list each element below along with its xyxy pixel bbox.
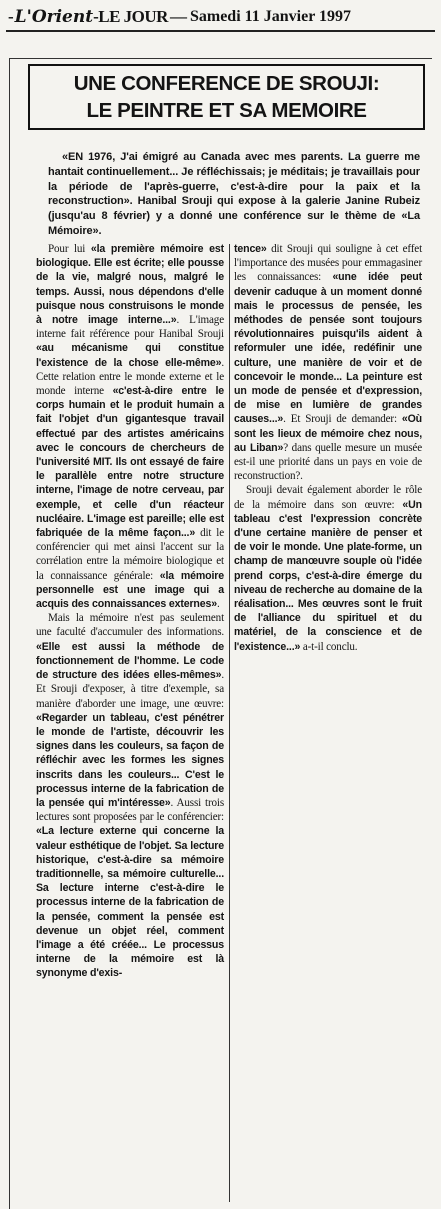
headline-box: [28, 64, 425, 130]
body-paragraph: [234, 483, 422, 653]
publication-date: Samedi 11 Janvier 1997: [189, 8, 352, 25]
newspaper-name: L'Orient: [14, 7, 94, 27]
column-divider: [229, 244, 230, 1202]
body-paragraph: [234, 242, 422, 483]
quote-text: «Elle est aussi la méthode de fonctionnement de l'homme. Le code de structure des idées elles-mêmes»: [36, 640, 224, 682]
body-text: ? dans quelle mesure un musée est-il une priorité dans un pays en voie de reconstruction?.: [234, 441, 422, 483]
article-lead: [48, 150, 420, 239]
newspaper-name-suffix: -LE JOUR: [93, 7, 168, 26]
body-paragraph: [36, 611, 224, 980]
quote-text: «la première mémoire est biologique. Elle est écrite; elle pousse de la vie, malgré nous, malgré le temps. Aussi, nous dépendons d'elle puisque nous construisons le monde à notre image interne...»: [36, 243, 224, 327]
lead-paragraph: «EN 1976, J'ai émigré au Canada avec mes parents. La guerre me hantait continuellement... Je réfléchissais; je méditais; je travaillais pour la période de l'après-guerre, c'est-à-dire pour la paix et la reconstruction». Hanibal Srouji qui expose à la galerie Janine Rubeiz (jusqu'au 8 février) y a donné une conférence sur le thème de «La Mémoire».: [48, 151, 420, 237]
body-text: a-t-il conclu.: [300, 640, 358, 653]
body-text: Pour lui: [48, 243, 91, 255]
headline-line-1: UNE CONFERENCE DE SROUJI:: [73, 72, 380, 95]
body-text: . L'image interne fait référence pour Hanibal Srouji: [36, 314, 224, 341]
body-text: .: [216, 598, 220, 611]
body-text: dit Srouji qui souligne à cet effet l'importance des musées pour emmagasiner les connaissances:: [234, 243, 422, 284]
headline-line-2: LE PEINTRE ET SA MEMOIRE: [86, 99, 367, 122]
article-column-right: [234, 242, 422, 654]
body-text: . Aussi trois lectures sont proposées par le conférencier:: [36, 796, 224, 824]
body-text: . Et Srouji de demander:: [283, 413, 402, 426]
quote-text: «au mécanisme qui constitue l'existence de la chose elle-même»: [36, 342, 224, 369]
body-text: Mais la mémoire n'est pas seulement une faculté d'accumuler des informations.: [36, 612, 224, 639]
quote-text: «la mémoire personnelle est une image qui a acquis des connaissances externes»: [36, 569, 224, 611]
article-column-left: [36, 242, 224, 981]
body-text: dit le conférencier qui met ainsi l'accent sur la corrélation entre la mémoire biologique et la connaissance générale:: [36, 527, 224, 582]
quote-text: tence»: [234, 243, 267, 255]
quote-text: «La lecture externe qui concerne la valeur esthétique de l'objet. Sa lecture historique, c'est-à-dire sa mémoire traditionnelle, sa mémoire culturelle... Sa lecture interne c'est-à-dire le processus interne de la fabrication de la pensée, comment la pensée est devenue un objet réel, comment l'image a été créée... Le processus interne de la mémoire est là synonyme d'exis-: [36, 825, 224, 980]
masthead: [6, 4, 435, 32]
body-paragraph: [36, 242, 224, 611]
masthead-dash-left: -: [8, 7, 13, 26]
quote-text: «une idée peut devenir caduque à un moment donné mais le processus de pensée, les méthodes de pensée sont toujours révolutionnaires puisqu'ils aident à reformuler une idée, redéfinir une culture, une manière de voir et de concevoir le monde... La peinture est un mode de pensée et d'expression, de mise en lumière de grandes causes...»: [234, 271, 422, 426]
quote-text: «Un tableau c'est l'expression concrète d'une certaine manière de penser et de voir le monde. Une plate-forme, un champ de manœuvre souple où l'idée prend corps, c'est-à-dire émerge du niveau de recherche au domaine de la réalisation... Mes œuvres sont le fruit de l'alliance du spirituel et du matériel, de la conscience et de l'existence...»: [234, 498, 422, 653]
quote-text: «Regarder un tableau, c'est pénétrer le monde de l'artiste, découvrir les signes dans les couleurs, sa façon de réfléchir avec les formes les signes inscrits dans les couleurs... C'est le processus interne de la fabrication de la pensée qui m'intéresse»: [36, 711, 224, 809]
body-text: . Cette relation entre le monde externe et le monde interne: [36, 356, 224, 398]
quote-text: «c'est-à-dire entre le corps humain et le produit humain a fait l'objet d'un gigantesque travail effectué par des artistes américains avec le concours de chercheurs de l'université MIT. Ils ont essayé de faire le parallèle entre notre structure interne, l'image de notre cerveau, par exemple, et celle d'un réacteur nucléaire. L'image est pareille; elle est fabriquée de la même façon...»: [36, 385, 224, 540]
quote-text: «Où sont les lieux de mémoire chez nous, au Liban»: [234, 413, 422, 454]
masthead-dash-right: —: [169, 7, 186, 26]
body-text: . Et Srouji d'exposer, à titre d'exemple, sa manière d'aborder une image, une œuvre:: [36, 669, 224, 710]
body-text: Srouji devait également aborder le rôle de la mémoire dans son œuvre:: [234, 484, 422, 511]
